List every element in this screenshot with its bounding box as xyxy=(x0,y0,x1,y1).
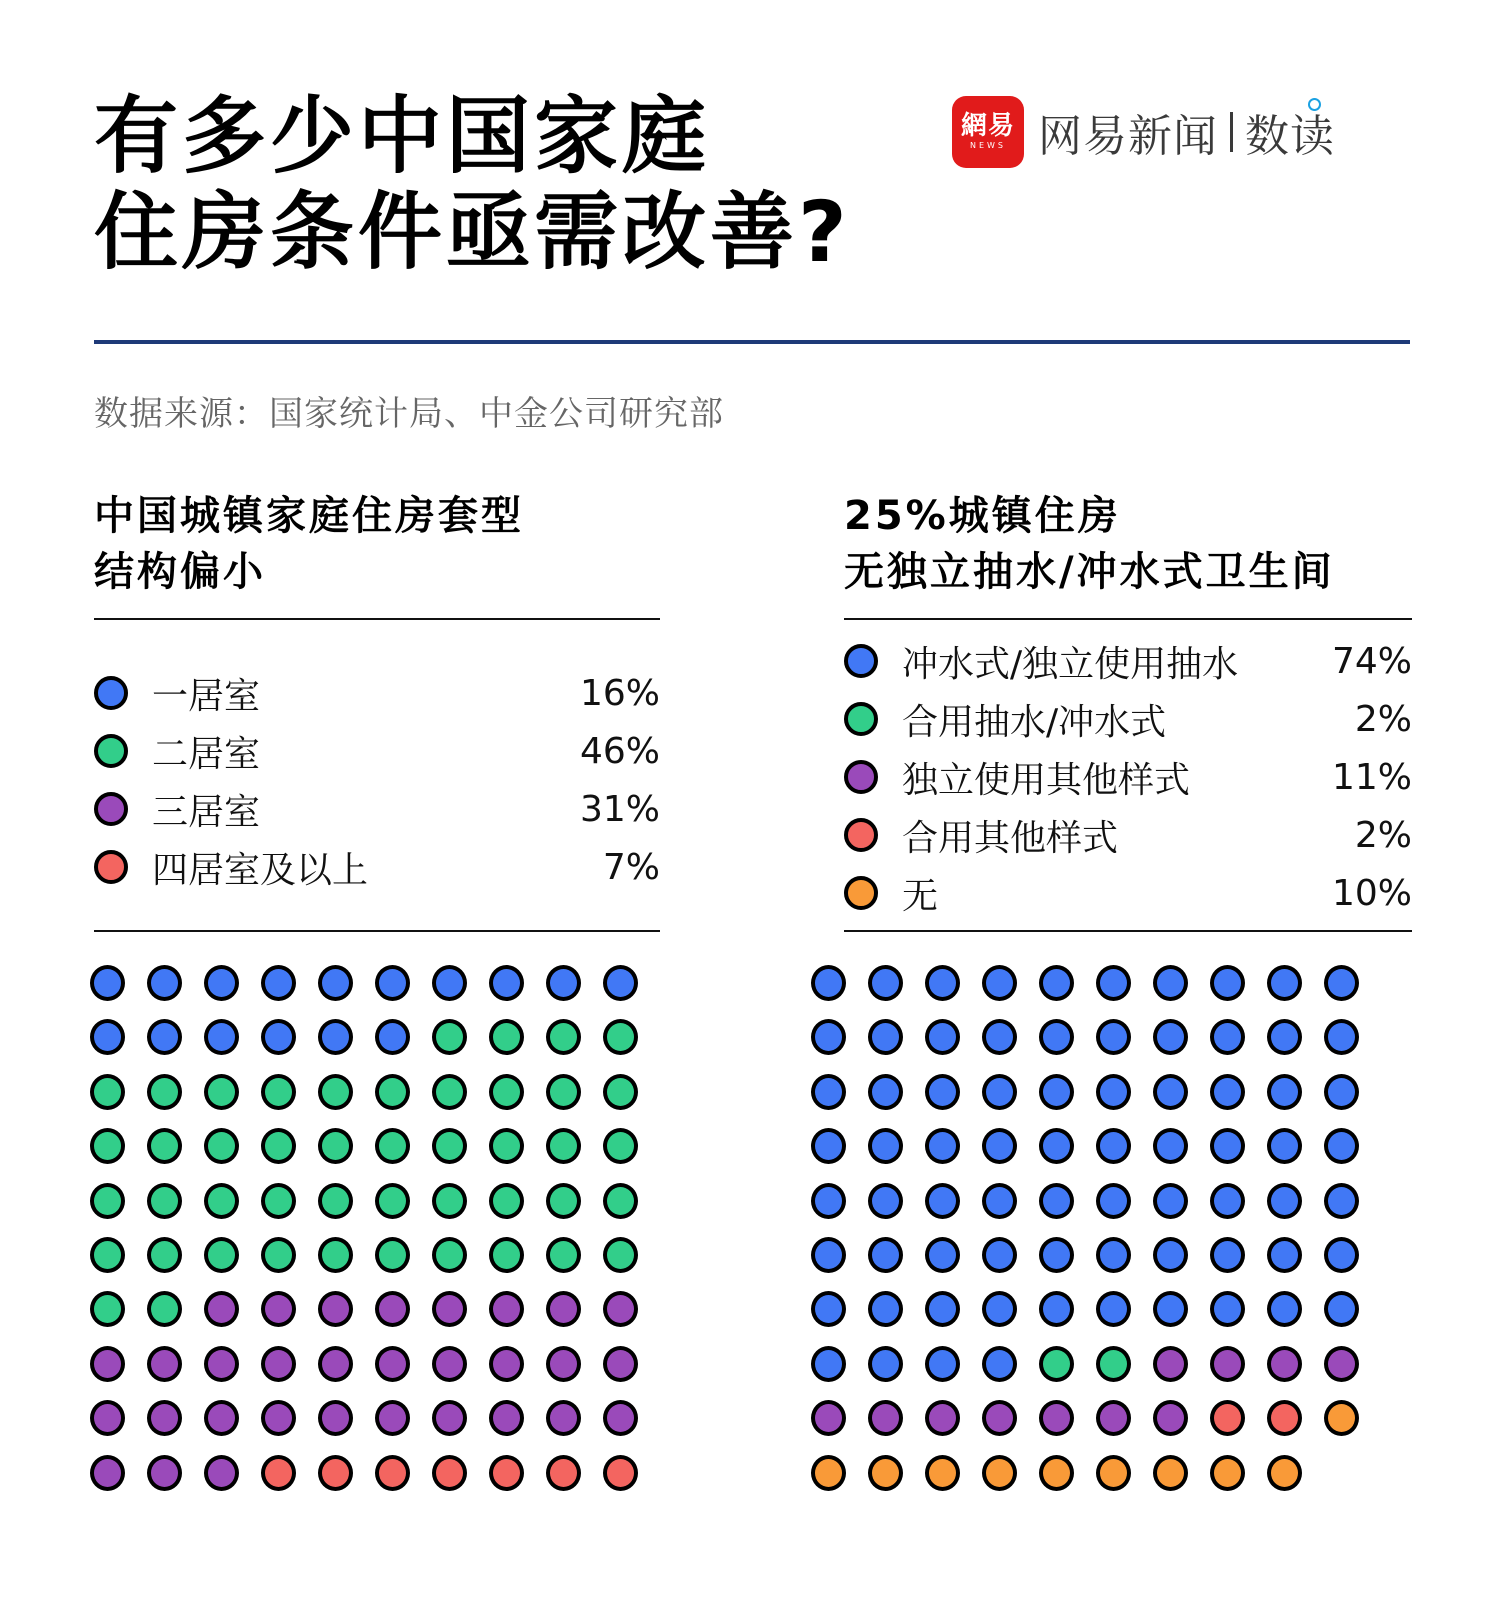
waffle-dot xyxy=(375,1400,410,1436)
logo-column: 数读 xyxy=(1245,100,1335,164)
legend-item xyxy=(844,636,1412,686)
waffle-dot xyxy=(868,1237,903,1273)
waffle-dot xyxy=(1153,1291,1188,1327)
waffle-dot xyxy=(1039,1346,1074,1382)
waffle-dot xyxy=(1039,1291,1074,1327)
header-divider xyxy=(94,340,1410,344)
logo-badge-en: NEWS xyxy=(969,141,1007,150)
waffle-dot xyxy=(868,1455,903,1491)
waffle-dot xyxy=(204,1183,239,1219)
panel-title-line-1: 中国城镇家庭住房套型 xyxy=(94,493,524,539)
waffle-dot xyxy=(432,1237,467,1273)
waffle-dot xyxy=(489,1183,524,1219)
waffle-dot xyxy=(925,1183,960,1219)
waffle-dot xyxy=(261,965,296,1001)
waffle-dot xyxy=(603,1074,638,1110)
waffle-dot xyxy=(1267,1346,1302,1382)
waffle-dot xyxy=(1267,1400,1302,1436)
waffle-dot xyxy=(147,1455,182,1491)
waffle-dot xyxy=(204,1400,239,1436)
waffle-dot xyxy=(489,1346,524,1382)
legend-swatch-icon xyxy=(94,734,128,768)
waffle-dot xyxy=(925,1455,960,1491)
waffle-dot xyxy=(1039,1074,1074,1110)
waffle-dot xyxy=(1210,1291,1245,1327)
waffle-dot xyxy=(375,1455,410,1491)
waffle-dot xyxy=(1039,1237,1074,1273)
waffle-dot xyxy=(1153,1400,1188,1436)
waffle-dot xyxy=(811,1346,846,1382)
waffle-dot xyxy=(546,965,581,1001)
legend-item xyxy=(844,752,1412,802)
waffle-dot xyxy=(318,1455,353,1491)
brand-logo xyxy=(952,96,1335,168)
waffle-dot xyxy=(1210,1237,1245,1273)
waffle-dot xyxy=(982,1291,1017,1327)
waffle-dot xyxy=(1324,1400,1359,1436)
waffle-dot xyxy=(811,1074,846,1110)
legend-label: 合用抽水/冲水式 xyxy=(902,701,1167,743)
legend-swatch-icon xyxy=(94,676,128,710)
legend-item xyxy=(94,668,660,718)
waffle-dot xyxy=(318,1291,353,1327)
waffle-dot xyxy=(318,1183,353,1219)
waffle-dot xyxy=(261,1346,296,1382)
waffle-dot xyxy=(432,1128,467,1164)
waffle-dot xyxy=(261,1400,296,1436)
waffle-dot xyxy=(1267,1074,1302,1110)
waffle-dot xyxy=(982,1346,1017,1382)
waffle-dot xyxy=(1096,965,1131,1001)
waffle-dot xyxy=(1096,1074,1131,1110)
legend-bottom-divider xyxy=(94,930,660,932)
waffle-dot xyxy=(90,1019,125,1055)
waffle-dot xyxy=(1153,1019,1188,1055)
waffle-dot xyxy=(375,1128,410,1164)
panel-title-line-1: 25%城镇住房 xyxy=(844,493,1121,539)
waffle-dot xyxy=(546,1237,581,1273)
legend-value: 31% xyxy=(579,788,660,830)
waffle-dot xyxy=(147,965,182,1001)
legend-item xyxy=(94,726,660,776)
waffle-dot xyxy=(204,1019,239,1055)
waffle-dot xyxy=(375,1346,410,1382)
waffle-dot xyxy=(204,1291,239,1327)
legend-swatch-icon xyxy=(844,818,878,852)
legend-swatch-icon xyxy=(844,702,878,736)
data-source: 数据来源：国家统计局、中金公司研究部 xyxy=(94,394,724,434)
page-title-line-2: 住房条件亟需改善? xyxy=(94,183,851,281)
waffle-dot xyxy=(1039,1019,1074,1055)
waffle-dot xyxy=(1267,965,1302,1001)
waffle-dot xyxy=(925,1346,960,1382)
waffle-dot xyxy=(982,1019,1017,1055)
waffle-dot xyxy=(811,1400,846,1436)
legend-bottom-divider xyxy=(844,930,1412,932)
waffle-dot xyxy=(811,1237,846,1273)
waffle-dot xyxy=(1096,1128,1131,1164)
waffle-dot xyxy=(318,1128,353,1164)
waffle-dot xyxy=(90,1128,125,1164)
waffle-dot xyxy=(375,1183,410,1219)
waffle-dot xyxy=(204,1455,239,1491)
waffle-dot xyxy=(811,1455,846,1491)
waffle-dot xyxy=(489,1074,524,1110)
panel-toilet-types xyxy=(844,488,1412,932)
legend-label: 无 xyxy=(902,875,939,917)
waffle-dot xyxy=(546,1128,581,1164)
waffle-dot xyxy=(147,1400,182,1436)
waffle-dot xyxy=(432,1400,467,1436)
waffle-dot xyxy=(432,1019,467,1055)
legend-label: 二居室 xyxy=(152,733,261,775)
waffle-dot xyxy=(489,1237,524,1273)
waffle-dot xyxy=(1153,1346,1188,1382)
waffle-dot xyxy=(261,1128,296,1164)
waffle-dot xyxy=(1210,1183,1245,1219)
waffle-dot xyxy=(982,1455,1017,1491)
waffle-dot xyxy=(204,1237,239,1273)
waffle-dot xyxy=(925,1128,960,1164)
waffle-dot xyxy=(1324,1074,1359,1110)
waffle-dot xyxy=(546,1291,581,1327)
waffle-dot xyxy=(1267,1128,1302,1164)
waffle-dot xyxy=(868,1128,903,1164)
waffle-dot xyxy=(147,1291,182,1327)
waffle-dot xyxy=(1324,1237,1359,1273)
waffle-dot xyxy=(375,1019,410,1055)
waffle-dot xyxy=(1039,1400,1074,1436)
legend-label: 合用其他样式 xyxy=(902,817,1119,859)
panel-title xyxy=(94,488,660,606)
waffle-dot xyxy=(489,1019,524,1055)
legend-value: 46% xyxy=(579,730,660,772)
waffle-dot xyxy=(868,1019,903,1055)
waffle-dot xyxy=(432,1183,467,1219)
waffle-dot xyxy=(546,1346,581,1382)
waffle-dot xyxy=(1039,1183,1074,1219)
waffle-dot xyxy=(982,1074,1017,1110)
waffle-dot xyxy=(1210,1128,1245,1164)
waffle-dot xyxy=(261,1019,296,1055)
waffle-dot xyxy=(811,1019,846,1055)
page-title xyxy=(94,88,851,280)
waffle-dot xyxy=(546,1400,581,1436)
panel-room-types xyxy=(94,488,660,932)
waffle-dot xyxy=(1153,1128,1188,1164)
waffle-dot xyxy=(1096,1183,1131,1219)
waffle-dot xyxy=(1324,1183,1359,1219)
waffle-dot xyxy=(1096,1400,1131,1436)
waffle-dot xyxy=(261,1183,296,1219)
waffle-dot xyxy=(868,1291,903,1327)
waffle-dot xyxy=(1324,1291,1359,1327)
waffle-dot xyxy=(1210,1455,1245,1491)
waffle-dot xyxy=(204,965,239,1001)
waffle-dot xyxy=(546,1183,581,1219)
waffle-dot xyxy=(489,1400,524,1436)
waffle-dot xyxy=(204,1128,239,1164)
waffle-dot xyxy=(90,1074,125,1110)
legend xyxy=(94,620,660,930)
legend-value: 2% xyxy=(1354,698,1412,740)
waffle-dot xyxy=(1210,1346,1245,1382)
legend-item xyxy=(844,868,1412,918)
waffle-dot xyxy=(1039,965,1074,1001)
waffle-dot xyxy=(318,1074,353,1110)
waffle-dot xyxy=(90,1183,125,1219)
waffle-dot xyxy=(1096,1346,1131,1382)
waffle-dot xyxy=(603,1237,638,1273)
legend-label: 冲水式/独立使用抽水 xyxy=(902,643,1239,685)
logo-wordmark xyxy=(1038,100,1335,164)
waffle-dot xyxy=(1324,965,1359,1001)
waffle-dot xyxy=(1324,1346,1359,1382)
waffle-dot xyxy=(603,1291,638,1327)
waffle-dot xyxy=(982,1237,1017,1273)
waffle-dot xyxy=(1153,1183,1188,1219)
waffle-dot xyxy=(868,1400,903,1436)
waffle-dot xyxy=(603,1019,638,1055)
waffle-dot xyxy=(603,965,638,1001)
waffle-dot xyxy=(925,1237,960,1273)
waffle-dot xyxy=(432,1291,467,1327)
waffle-dot xyxy=(925,1019,960,1055)
panel-title xyxy=(844,488,1412,606)
legend-value: 2% xyxy=(1354,814,1412,856)
waffle-dot xyxy=(546,1455,581,1491)
waffle-dot xyxy=(261,1074,296,1110)
panel-title-line-2: 结构偏小 xyxy=(94,549,266,595)
waffle-dot xyxy=(868,965,903,1001)
waffle-dot xyxy=(1039,1455,1074,1491)
waffle-dot xyxy=(90,1237,125,1273)
waffle-dot xyxy=(546,1074,581,1110)
waffle-dot xyxy=(1210,1074,1245,1110)
waffle-dot xyxy=(147,1128,182,1164)
waffle-dot xyxy=(1324,1128,1359,1164)
legend-value: 16% xyxy=(579,672,660,714)
waffle-dot xyxy=(603,1400,638,1436)
waffle-dot xyxy=(204,1346,239,1382)
legend-item xyxy=(844,694,1412,744)
waffle-dot xyxy=(318,1346,353,1382)
legend-item xyxy=(94,842,660,892)
waffle-dot xyxy=(1096,1237,1131,1273)
waffle-dot xyxy=(489,1128,524,1164)
waffle-dot xyxy=(147,1237,182,1273)
waffle-dot xyxy=(811,965,846,1001)
legend-swatch-icon xyxy=(94,792,128,826)
waffle-dot xyxy=(375,1291,410,1327)
waffle-dot xyxy=(318,1019,353,1055)
legend-label: 独立使用其他样式 xyxy=(902,759,1191,801)
waffle-dot xyxy=(1096,1019,1131,1055)
waffle-dot xyxy=(1267,1183,1302,1219)
waffle-dot xyxy=(982,965,1017,1001)
waffle-dot xyxy=(811,1291,846,1327)
legend-swatch-icon xyxy=(844,876,878,910)
waffle-dot xyxy=(925,1074,960,1110)
waffle-dot xyxy=(318,1237,353,1273)
waffle-dot xyxy=(489,965,524,1001)
waffle-dot xyxy=(204,1074,239,1110)
waffle-dot xyxy=(925,1400,960,1436)
waffle-dot xyxy=(90,965,125,1001)
waffle-dot xyxy=(982,1400,1017,1436)
waffle-dot xyxy=(868,1183,903,1219)
waffle-dot xyxy=(489,1455,524,1491)
waffle-dot xyxy=(90,1346,125,1382)
waffle-dot xyxy=(1153,1455,1188,1491)
waffle-dot xyxy=(318,965,353,1001)
waffle-dot xyxy=(432,965,467,1001)
waffle-dot xyxy=(1267,1455,1302,1491)
waffle-dot xyxy=(925,1291,960,1327)
waffle-dot xyxy=(147,1346,182,1382)
legend-swatch-icon xyxy=(94,850,128,884)
legend-value: 7% xyxy=(602,846,660,888)
waffle-dot xyxy=(432,1346,467,1382)
waffle-dot xyxy=(811,1183,846,1219)
waffle-dot xyxy=(982,1128,1017,1164)
waffle-dot xyxy=(90,1291,125,1327)
waffle-dot xyxy=(546,1019,581,1055)
waffle-dot xyxy=(982,1183,1017,1219)
legend-label: 四居室及以上 xyxy=(152,849,369,891)
waffle-dot xyxy=(90,1455,125,1491)
waffle-dot xyxy=(868,1074,903,1110)
waffle-dot xyxy=(1267,1237,1302,1273)
waffle-dot xyxy=(1267,1019,1302,1055)
waffle-dot xyxy=(1210,965,1245,1001)
waffle-dot xyxy=(147,1074,182,1110)
waffle-dot xyxy=(1096,1455,1131,1491)
waffle-dot xyxy=(1153,1074,1188,1110)
waffle-dot xyxy=(318,1400,353,1436)
legend-value: 74% xyxy=(1331,640,1412,682)
waffle-dot xyxy=(375,965,410,1001)
waffle-dot xyxy=(147,1183,182,1219)
waffle-dot xyxy=(375,1237,410,1273)
waffle-dot xyxy=(261,1237,296,1273)
legend-item xyxy=(94,784,660,834)
legend-value: 10% xyxy=(1331,872,1412,914)
waffle-dot xyxy=(603,1455,638,1491)
logo-separator xyxy=(1230,112,1233,152)
legend-value: 11% xyxy=(1331,756,1412,798)
waffle-dot xyxy=(375,1074,410,1110)
waffle-dot xyxy=(811,1128,846,1164)
legend-item xyxy=(844,810,1412,860)
logo-brand: 网易新闻 xyxy=(1038,111,1218,162)
legend-swatch-icon xyxy=(844,644,878,678)
waffle-dot xyxy=(1153,1237,1188,1273)
legend-swatch-icon xyxy=(844,760,878,794)
waffle-dot xyxy=(489,1291,524,1327)
waffle-dot xyxy=(1210,1019,1245,1055)
waffle-dot xyxy=(603,1128,638,1164)
waffle-dot xyxy=(1096,1291,1131,1327)
waffle-dot xyxy=(261,1291,296,1327)
waffle-dot xyxy=(261,1455,296,1491)
waffle-dot xyxy=(1153,965,1188,1001)
waffle-dot xyxy=(147,1019,182,1055)
waffle-dot xyxy=(925,965,960,1001)
netease-news-app-icon xyxy=(952,96,1024,168)
waffle-dot xyxy=(1267,1291,1302,1327)
legend-label: 一居室 xyxy=(152,675,261,717)
legend-label: 三居室 xyxy=(152,791,261,833)
waffle-dot xyxy=(1324,1019,1359,1055)
waffle-dot xyxy=(868,1346,903,1382)
waffle-dot xyxy=(1039,1128,1074,1164)
waffle-dot xyxy=(432,1074,467,1110)
waffle-dot xyxy=(603,1183,638,1219)
page-title-line-1: 有多少中国家庭 xyxy=(94,87,711,185)
waffle-dot xyxy=(90,1400,125,1436)
waffle-dot xyxy=(603,1346,638,1382)
legend xyxy=(844,620,1412,930)
panel-title-line-2: 无独立抽水/冲水式卫生间 xyxy=(844,549,1335,595)
logo-badge-cn: 網易 xyxy=(960,111,1015,141)
waffle-dot xyxy=(1210,1400,1245,1436)
waffle-dot xyxy=(432,1455,467,1491)
